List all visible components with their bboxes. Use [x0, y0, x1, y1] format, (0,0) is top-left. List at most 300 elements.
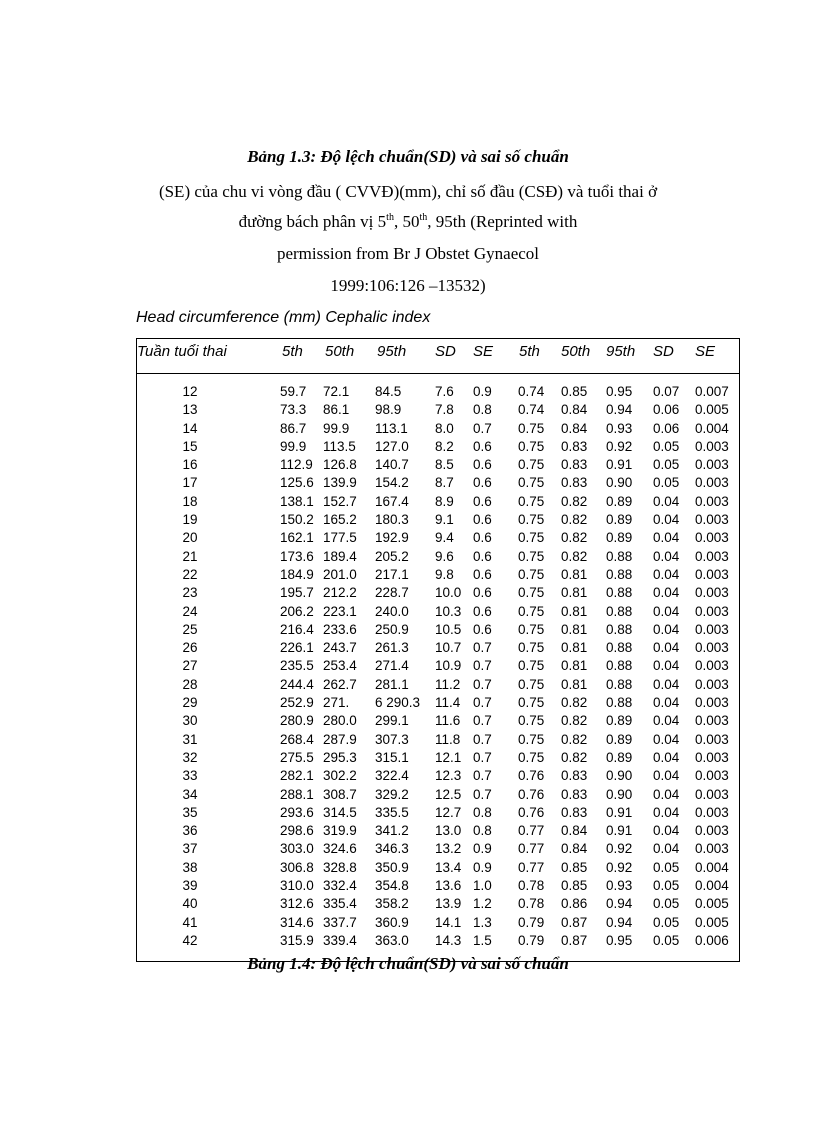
value-cell: 0.75 [518, 530, 545, 546]
value-cell: 0.88 [606, 658, 633, 674]
value-cell: 0.06 [653, 420, 680, 436]
value-cell: 287.9 [323, 731, 357, 747]
value-cell: 0.75 [518, 585, 545, 601]
value-cell: 0.82 [561, 548, 588, 564]
value-cell: 0.74 [518, 384, 545, 399]
header-hc-sd: SD [435, 343, 456, 360]
value-cell: 0.94 [606, 402, 633, 418]
value-cell: 1.2 [473, 896, 492, 912]
value-cell: 0.94 [606, 914, 633, 930]
value-cell: 0.93 [606, 878, 633, 894]
value-cell: 0.6 [473, 475, 492, 491]
value-cell: 0.05 [653, 859, 680, 875]
week-cell: 41 [182, 914, 198, 930]
value-cell: 0.75 [518, 676, 545, 692]
value-cell: 0.8 [473, 804, 492, 820]
value-cell: 339.4 [323, 932, 357, 948]
value-cell: 0.88 [606, 566, 633, 582]
value-cell: 0.04 [653, 731, 680, 747]
value-cell: 0.05 [653, 878, 680, 894]
value-cell: 0.004 [695, 859, 729, 875]
value-cell: 0.7 [473, 676, 492, 692]
value-cell: 173.6 [280, 548, 314, 564]
value-cell: 150.2 [280, 512, 314, 528]
value-cell: 0.7 [473, 786, 492, 802]
value-cell: 299.1 [375, 713, 409, 729]
value-cell: 0.04 [653, 676, 680, 692]
table-subheading: Head circumference (mm) Cephalic index [136, 309, 431, 326]
value-cell: 0.84 [561, 841, 588, 857]
value-cell: 363.0 [375, 932, 409, 948]
value-cell: 358.2 [375, 896, 409, 912]
value-cell: 59.7 [280, 384, 307, 399]
value-cell: 0.95 [606, 932, 633, 948]
table-row [137, 895, 739, 913]
value-cell: 12.3 [435, 768, 462, 784]
value-cell: 324.6 [323, 841, 357, 857]
value-cell: 10.9 [435, 658, 462, 674]
value-cell: 0.04 [653, 603, 680, 619]
value-cell: 212.2 [323, 585, 357, 601]
value-cell: 177.5 [323, 530, 357, 546]
value-cell: 0.88 [606, 621, 633, 637]
value-cell: 0.7 [473, 713, 492, 729]
value-cell: 0.04 [653, 804, 680, 820]
value-cell: 9.6 [435, 548, 454, 564]
value-cell: 0.003 [695, 841, 729, 857]
value-cell: 240.0 [375, 603, 409, 619]
week-cell: 34 [182, 786, 198, 802]
value-cell: 0.94 [606, 896, 633, 912]
table-row [137, 786, 739, 804]
value-cell: 167.4 [375, 493, 409, 509]
value-cell: 0.75 [518, 493, 545, 509]
table-row [137, 676, 739, 694]
value-cell: 314.6 [280, 914, 314, 930]
value-cell: 6 290.3 [375, 695, 421, 711]
table-row [137, 639, 739, 657]
value-cell: 0.003 [695, 823, 729, 839]
value-cell: 180.3 [375, 512, 409, 528]
value-cell: 0.003 [695, 457, 729, 473]
value-cell: 10.3 [435, 603, 462, 619]
value-cell: 302.2 [323, 768, 357, 784]
value-cell: 0.82 [561, 731, 588, 747]
value-cell: 0.85 [561, 859, 588, 875]
value-cell: 262.7 [323, 676, 357, 692]
table-row [137, 840, 739, 858]
value-cell: 235.5 [280, 658, 314, 674]
value-cell: 0.76 [518, 768, 545, 784]
value-cell: 0.88 [606, 603, 633, 619]
value-cell: 8.2 [435, 438, 454, 454]
value-cell: 0.82 [561, 493, 588, 509]
value-cell: 0.81 [561, 603, 588, 619]
value-cell: 9.8 [435, 566, 454, 582]
table-row [137, 511, 739, 529]
week-cell: 17 [182, 475, 198, 491]
week-cell: 40 [182, 896, 198, 912]
value-cell: 0.79 [518, 914, 545, 930]
value-cell: 0.9 [473, 384, 492, 399]
table-row [137, 822, 739, 840]
value-cell: 201.0 [323, 566, 357, 582]
week-cell: 35 [182, 804, 198, 820]
value-cell: 280.9 [280, 713, 314, 729]
header-ci-sd: SD [653, 343, 674, 360]
caption-line-3-part-c: , 95th (Reprinted with [427, 212, 578, 231]
value-cell: 261.3 [375, 640, 409, 656]
value-cell: 0.84 [561, 402, 588, 418]
header-ci-50th: 50th [561, 343, 591, 360]
week-cell: 30 [182, 713, 198, 729]
value-cell: 10.0 [435, 585, 462, 601]
value-cell: 0.004 [695, 878, 729, 894]
value-cell: 0.003 [695, 530, 729, 546]
value-cell: 127.0 [375, 438, 409, 454]
value-cell: 140.7 [375, 457, 409, 473]
value-cell: 226.1 [280, 640, 314, 656]
value-cell: 0.04 [653, 493, 680, 509]
value-cell: 8.0 [435, 420, 454, 436]
value-cell: 138.1 [280, 493, 314, 509]
table-caption-line-5: 1999:106:126 –13532) [330, 276, 486, 295]
value-cell: 0.85 [561, 384, 588, 399]
table-row [137, 456, 739, 474]
table-row [137, 584, 739, 602]
week-cell: 16 [182, 457, 198, 473]
value-cell: 0.83 [561, 786, 588, 802]
value-cell: 0.95 [606, 384, 633, 399]
value-cell: 350.9 [375, 859, 409, 875]
value-cell: 0.92 [606, 841, 633, 857]
value-cell: 0.86 [561, 896, 588, 912]
value-cell: 0.85 [561, 878, 588, 894]
value-cell: 0.04 [653, 548, 680, 564]
value-cell: 0.92 [606, 438, 633, 454]
value-cell: 253.4 [323, 658, 357, 674]
value-cell: 0.6 [473, 530, 492, 546]
value-cell: 0.003 [695, 548, 729, 564]
value-cell: 243.7 [323, 640, 357, 656]
header-hc-95th: 95th [377, 343, 407, 360]
value-cell: 0.04 [653, 823, 680, 839]
value-cell: 72.1 [323, 384, 350, 399]
value-cell: 0.05 [653, 475, 680, 491]
week-cell: 15 [182, 438, 198, 454]
value-cell: 0.003 [695, 786, 729, 802]
value-cell: 0.003 [695, 713, 729, 729]
caption-line-3-part-a: đường bách phân vị 5 [238, 212, 387, 231]
value-cell: 0.004 [695, 420, 729, 436]
table-row [137, 932, 739, 950]
value-cell: 0.76 [518, 804, 545, 820]
value-cell: 0.9 [473, 841, 492, 857]
table-caption-line-2: (SE) của chu vi vòng đầu ( CVVĐ)(mm), chỉ số đầu (CSĐ) và tuổi thai ở [158, 182, 658, 201]
value-cell: 335.5 [375, 804, 409, 820]
week-cell: 25 [182, 621, 198, 637]
value-cell: 0.05 [653, 896, 680, 912]
value-cell: 0.88 [606, 548, 633, 564]
value-cell: 0.003 [695, 768, 729, 784]
value-cell: 8.7 [435, 475, 454, 491]
value-cell: 0.003 [695, 566, 729, 582]
value-cell: 0.04 [653, 841, 680, 857]
value-cell: 0.75 [518, 548, 545, 564]
table-row [137, 859, 739, 877]
value-cell: 275.5 [280, 749, 314, 765]
value-cell: 0.04 [653, 713, 680, 729]
value-cell: 0.003 [695, 603, 729, 619]
value-cell: 319.9 [323, 823, 357, 839]
value-cell: 10.5 [435, 621, 462, 637]
value-cell: 0.003 [695, 804, 729, 820]
value-cell: 295.3 [323, 749, 357, 765]
value-cell: 288.1 [280, 786, 314, 802]
value-cell: 12.7 [435, 804, 462, 820]
week-cell: 21 [182, 548, 198, 564]
table-body [137, 383, 739, 950]
table-row [137, 804, 739, 822]
value-cell: 12.1 [435, 749, 462, 765]
value-cell: 228.7 [375, 585, 409, 601]
value-cell: 306.8 [280, 859, 314, 875]
value-cell: 0.89 [606, 713, 633, 729]
value-cell: 13.6 [435, 878, 462, 894]
value-cell: 0.82 [561, 749, 588, 765]
value-cell: 0.77 [518, 823, 545, 839]
value-cell: 0.003 [695, 695, 729, 711]
value-cell: 0.006 [695, 932, 729, 948]
value-cell: 165.2 [323, 512, 357, 528]
header-week: Tuần tuổi thai [137, 343, 227, 360]
value-cell: 0.89 [606, 530, 633, 546]
value-cell: 0.77 [518, 859, 545, 875]
value-cell: 0.04 [653, 749, 680, 765]
value-cell: 341.2 [375, 823, 409, 839]
value-cell: 0.005 [695, 896, 729, 912]
value-cell: 0.75 [518, 457, 545, 473]
value-cell: 0.05 [653, 457, 680, 473]
next-table-caption: Bảng 1.4: Độ lệch chuẩn(SD) và sai số chuẩn [247, 954, 569, 973]
value-cell: 346.3 [375, 841, 409, 857]
value-cell: 0.75 [518, 640, 545, 656]
table-row [137, 420, 739, 438]
value-cell: 113.1 [375, 420, 408, 436]
value-cell: 0.75 [518, 566, 545, 582]
header-hc-5th: 5th [282, 343, 303, 360]
table-row [137, 731, 739, 749]
table-caption-line-4: permission from Br J Obstet Gynaecol [276, 244, 540, 263]
value-cell: 86.7 [280, 420, 307, 436]
value-cell: 0.75 [518, 603, 545, 619]
table-caption-title: Bảng 1.3: Độ lệch chuẩn(SD) và sai số chuẩn [247, 147, 569, 166]
value-cell: 11.4 [435, 695, 461, 711]
value-cell: 329.2 [375, 786, 409, 802]
value-cell: 99.9 [280, 438, 307, 454]
value-cell: 0.79 [518, 932, 545, 948]
value-cell: 0.04 [653, 768, 680, 784]
value-cell: 195.7 [280, 585, 314, 601]
week-cell: 33 [182, 768, 198, 784]
value-cell: 0.74 [518, 402, 545, 418]
table-row [137, 474, 739, 492]
value-cell: 223.1 [323, 603, 357, 619]
value-cell: 11.8 [435, 731, 461, 747]
value-cell: 293.6 [280, 804, 314, 820]
data-table [136, 338, 740, 962]
value-cell: 7.8 [435, 402, 454, 418]
value-cell: 0.90 [606, 786, 633, 802]
value-cell: 0.003 [695, 512, 729, 528]
value-cell: 73.3 [280, 402, 307, 418]
week-cell: 42 [182, 932, 198, 948]
value-cell: 0.003 [695, 658, 729, 674]
value-cell: 0.003 [695, 749, 729, 765]
value-cell: 0.78 [518, 878, 545, 894]
value-cell: 0.82 [561, 713, 588, 729]
value-cell: 0.04 [653, 621, 680, 637]
value-cell: 315.1 [375, 749, 409, 765]
week-cell: 37 [182, 841, 198, 857]
value-cell: 0.89 [606, 493, 633, 509]
week-cell: 36 [182, 823, 198, 839]
value-cell: 0.003 [695, 585, 729, 601]
table-header-row [137, 341, 739, 367]
value-cell: 13.2 [435, 841, 462, 857]
header-ci-5th: 5th [519, 343, 540, 360]
value-cell: 0.75 [518, 695, 545, 711]
value-cell: 0.91 [606, 823, 633, 839]
value-cell: 0.6 [473, 457, 492, 473]
value-cell: 307.3 [375, 731, 409, 747]
value-cell: 152.7 [323, 493, 357, 509]
value-cell: 0.75 [518, 731, 545, 747]
value-cell: 360.9 [375, 914, 409, 930]
value-cell: 244.4 [280, 676, 314, 692]
value-cell: 1.0 [473, 878, 492, 894]
header-hc-50th: 50th [325, 343, 355, 360]
value-cell: 0.04 [653, 585, 680, 601]
value-cell: 0.89 [606, 731, 633, 747]
value-cell: 9.4 [435, 530, 454, 546]
week-cell: 24 [182, 603, 198, 619]
value-cell: 0.92 [606, 859, 633, 875]
table-row [137, 383, 739, 401]
value-cell: 0.83 [561, 804, 588, 820]
value-cell: 86.1 [323, 402, 350, 418]
value-cell: 233.6 [323, 621, 357, 637]
value-cell: 0.005 [695, 914, 729, 930]
value-cell: 0.91 [606, 804, 633, 820]
value-cell: 0.8 [473, 402, 492, 418]
value-cell: 0.003 [695, 731, 729, 747]
week-cell: 38 [182, 859, 198, 875]
value-cell: 0.005 [695, 402, 729, 418]
value-cell: 216.4 [280, 621, 314, 637]
value-cell: 0.7 [473, 420, 492, 436]
value-cell: 0.75 [518, 658, 545, 674]
value-cell: 0.82 [561, 530, 588, 546]
value-cell: 0.78 [518, 896, 545, 912]
value-cell: 0.6 [473, 566, 492, 582]
value-cell: 0.04 [653, 695, 680, 711]
value-cell: 0.7 [473, 731, 492, 747]
value-cell: 298.6 [280, 823, 314, 839]
value-cell: 1.5 [473, 932, 492, 948]
value-cell: 0.88 [606, 676, 633, 692]
week-cell: 14 [182, 420, 198, 436]
value-cell: 0.75 [518, 420, 545, 436]
value-cell: 1.3 [473, 914, 492, 930]
value-cell: 99.9 [323, 420, 350, 436]
week-cell: 28 [182, 676, 198, 692]
value-cell: 0.81 [561, 640, 588, 656]
value-cell: 7.6 [435, 384, 454, 399]
table-row [137, 767, 739, 785]
value-cell: 315.9 [280, 932, 314, 948]
week-cell: 27 [182, 658, 198, 674]
value-cell: 9.1 [435, 512, 454, 528]
value-cell: 13.0 [435, 823, 462, 839]
value-cell: 139.9 [323, 475, 357, 491]
value-cell: 0.003 [695, 640, 729, 656]
value-cell: 0.05 [653, 914, 680, 930]
value-cell: 0.003 [695, 493, 729, 509]
value-cell: 189.4 [323, 548, 357, 564]
value-cell: 98.9 [375, 402, 402, 418]
value-cell: 206.2 [280, 603, 314, 619]
value-cell: 310.0 [280, 878, 314, 894]
value-cell: 0.6 [473, 621, 492, 637]
value-cell: 0.89 [606, 749, 633, 765]
table-row [137, 657, 739, 675]
value-cell: 322.4 [375, 768, 409, 784]
value-cell: 0.7 [473, 768, 492, 784]
value-cell: 0.04 [653, 530, 680, 546]
value-cell: 113.5 [323, 438, 356, 454]
value-cell: 8.5 [435, 457, 454, 473]
week-cell: 23 [182, 585, 198, 601]
table-row [137, 712, 739, 730]
week-cell: 19 [182, 512, 198, 528]
value-cell: 205.2 [375, 548, 409, 564]
value-cell: 0.75 [518, 438, 545, 454]
header-hc-se: SE [473, 343, 494, 360]
caption-superscript-1: th [386, 212, 394, 223]
value-cell: 10.7 [435, 640, 462, 656]
table-row [137, 529, 739, 547]
week-cell: 18 [182, 493, 198, 509]
value-cell: 0.6 [473, 438, 492, 454]
value-cell: 282.1 [280, 768, 314, 784]
value-cell: 0.6 [473, 512, 492, 528]
value-cell: 252.9 [280, 695, 314, 711]
week-cell: 29 [182, 695, 198, 711]
value-cell: 11.6 [435, 713, 461, 729]
value-cell: 126.8 [323, 457, 357, 473]
value-cell: 0.90 [606, 475, 633, 491]
table-row [137, 694, 739, 712]
value-cell: 328.8 [323, 859, 357, 875]
value-cell: 0.83 [561, 438, 588, 454]
value-cell: 0.75 [518, 475, 545, 491]
value-cell: 312.6 [280, 896, 314, 912]
header-ci-95th: 95th [606, 343, 636, 360]
value-cell: 281.1 [375, 676, 409, 692]
week-cell: 13 [182, 402, 198, 418]
value-cell: 14.3 [435, 932, 462, 948]
